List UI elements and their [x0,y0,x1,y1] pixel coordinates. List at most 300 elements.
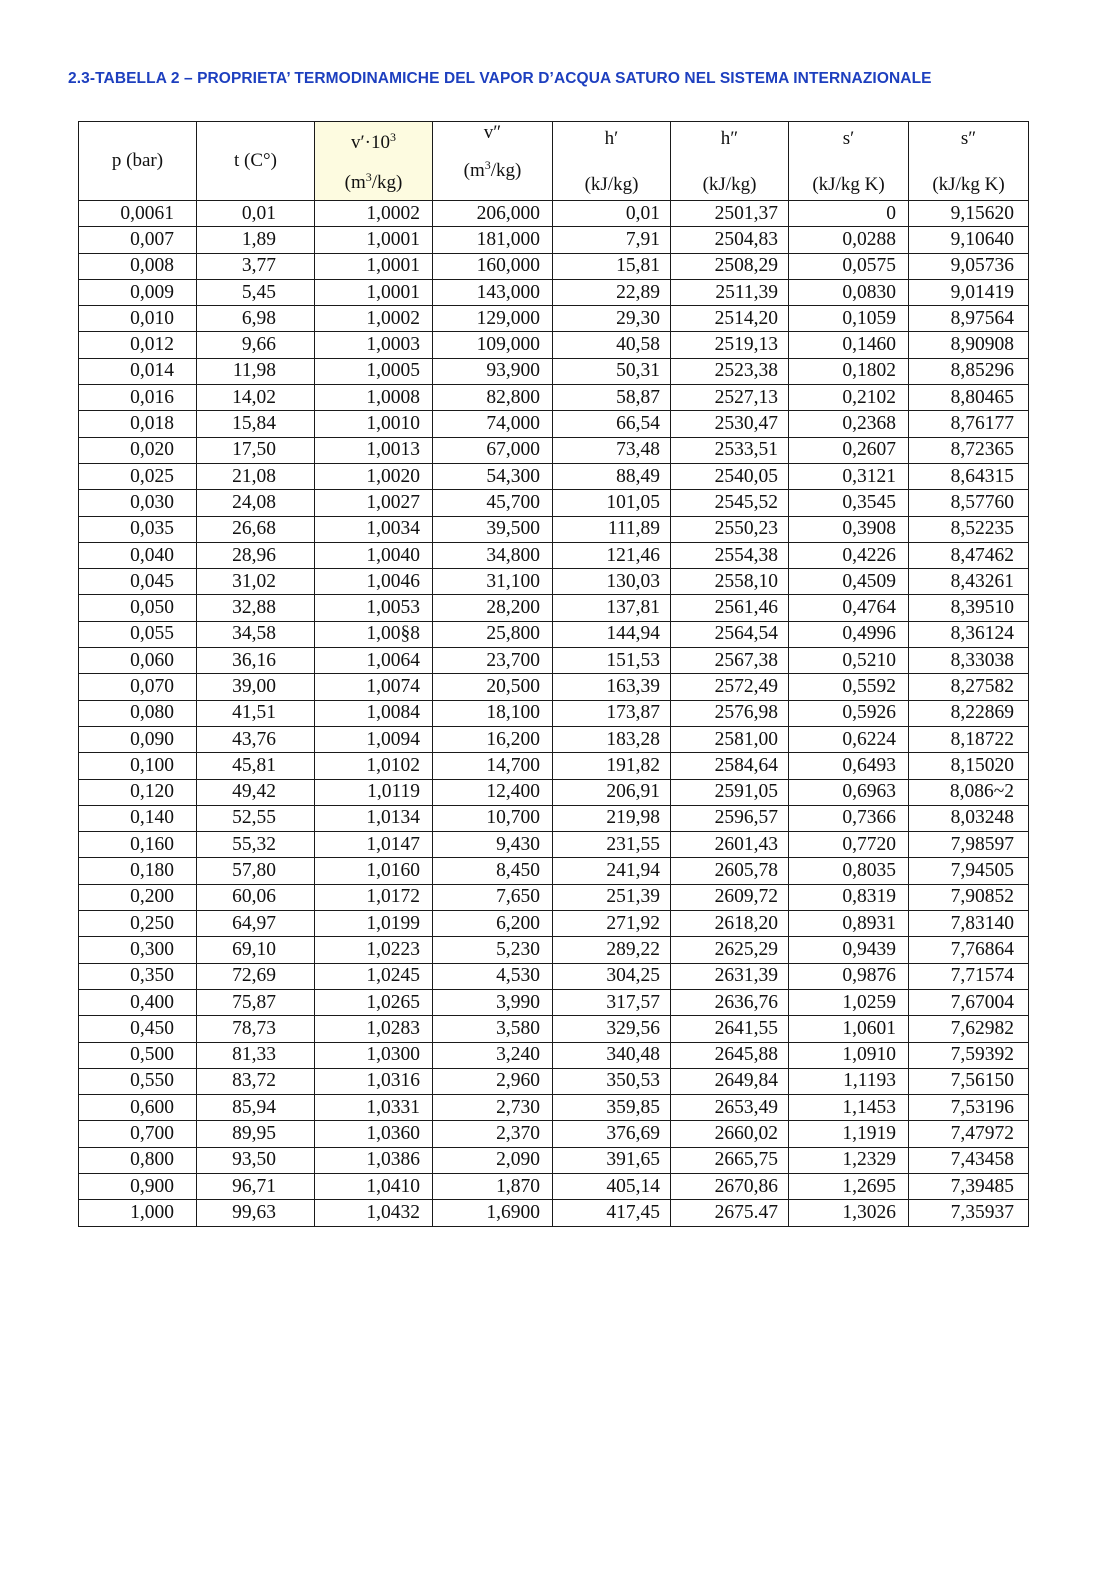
liquid-enthalpy-cell: 163,39 [553,674,671,700]
temperature-cell: 31,02 [197,569,315,595]
liquid-entropy-cell: 0,6493 [789,753,909,779]
vapor-volume-cell: 28,200 [433,595,553,621]
header-vapor-enthalpy [671,122,789,201]
table-row [79,779,1029,805]
vapor-enthalpy-cell: 2660,02 [671,1121,789,1147]
vapor-volume-cell: 181,000 [433,227,553,253]
vapor-enthalpy-cell: 2561,46 [671,595,789,621]
vapor-volume-cell: 39,500 [433,516,553,542]
liquid-enthalpy-cell: 289,22 [553,937,671,963]
temperature-cell: 78,73 [197,1016,315,1042]
liquid-volume-cell: 1,0001 [315,279,433,305]
header-liquid-enthalpy [553,122,671,201]
table-row [79,937,1029,963]
liquid-entropy-cell: 0,3121 [789,463,909,489]
vapor-volume-cell: 7,650 [433,884,553,910]
table-body [79,201,1029,1227]
temperature-cell: 96,71 [197,1173,315,1199]
vapor-enthalpy-cell: 2572,49 [671,674,789,700]
liquid-volume-cell: 1,0172 [315,884,433,910]
table-row [79,911,1029,937]
liquid-entropy-cell: 0,1059 [789,306,909,332]
pressure-cell: 0,090 [79,726,197,752]
header-v1-symbol: v′·10 [351,132,390,153]
temperature-cell: 14,02 [197,385,315,411]
vapor-entropy-cell: 7,67004 [909,989,1029,1015]
liquid-volume-cell: 1,0300 [315,1042,433,1068]
pressure-cell: 0,012 [79,332,197,358]
liquid-entropy-cell: 0,2102 [789,385,909,411]
vapor-enthalpy-cell: 2533,51 [671,437,789,463]
temperature-cell: 64,97 [197,911,315,937]
vapor-enthalpy-cell: 2530,47 [671,411,789,437]
vapor-entropy-cell: 7,43458 [909,1147,1029,1173]
vapor-entropy-cell: 8,72365 [909,437,1029,463]
liquid-enthalpy-cell: 50,31 [553,358,671,384]
vapor-enthalpy-cell: 2670,86 [671,1173,789,1199]
header-pressure-label: p (bar) [111,150,164,171]
vapor-enthalpy-cell: 2501,37 [671,201,789,227]
vapor-entropy-cell: 8,36124 [909,621,1029,647]
temperature-cell: 52,55 [197,805,315,831]
liquid-entropy-cell: 1,2329 [789,1147,909,1173]
vapor-entropy-cell: 8,43261 [909,569,1029,595]
liquid-entropy-cell: 0,8931 [789,911,909,937]
pressure-cell: 0,0061 [79,201,197,227]
vapor-enthalpy-cell: 2591,05 [671,779,789,805]
pressure-cell: 0,009 [79,279,197,305]
liquid-enthalpy-cell: 417,45 [553,1200,671,1226]
temperature-cell: 93,50 [197,1147,315,1173]
table-row [79,753,1029,779]
liquid-entropy-cell: 0,3908 [789,516,909,542]
table-row [79,1173,1029,1199]
vapor-enthalpy-cell: 2511,39 [671,279,789,305]
liquid-enthalpy-cell: 359,85 [553,1095,671,1121]
liquid-enthalpy-cell: 29,30 [553,306,671,332]
pressure-cell: 0,200 [79,884,197,910]
table-row [79,963,1029,989]
pressure-cell: 0,180 [79,858,197,884]
vapor-volume-cell: 109,000 [433,332,553,358]
liquid-volume-cell: 1,0094 [315,726,433,752]
table-row [79,1042,1029,1068]
liquid-entropy-cell: 0,0575 [789,253,909,279]
vapor-enthalpy-cell: 2550,23 [671,516,789,542]
vapor-enthalpy-cell: 2576,98 [671,700,789,726]
header-v2-unit-a: (m [463,160,485,181]
header-v2-unit-b: /kg) [490,160,522,181]
header-vapor-specific-volume [433,122,553,201]
table-row [79,201,1029,227]
pressure-cell: 0,045 [79,569,197,595]
liquid-volume-cell: 1,0001 [315,253,433,279]
vapor-entropy-cell: 7,56150 [909,1068,1029,1094]
vapor-entropy-cell: 8,85296 [909,358,1029,384]
header-s1-unit: (kJ/kg K) [812,174,885,195]
temperature-cell: 3,77 [197,253,315,279]
vapor-enthalpy-cell: 2636,76 [671,989,789,1015]
liquid-entropy-cell: 0,2607 [789,437,909,463]
table-row [79,674,1029,700]
vapor-enthalpy-cell: 2631,39 [671,963,789,989]
temperature-cell: 69,10 [197,937,315,963]
liquid-volume-cell: 1,0331 [315,1095,433,1121]
vapor-entropy-cell: 7,39485 [909,1173,1029,1199]
liquid-entropy-cell: 0,2368 [789,411,909,437]
pressure-cell: 0,080 [79,700,197,726]
liquid-entropy-cell: 0,7366 [789,805,909,831]
header-v1-unit-a: (m [344,172,366,193]
liquid-enthalpy-cell: 66,54 [553,411,671,437]
liquid-enthalpy-cell: 183,28 [553,726,671,752]
liquid-volume-cell: 1,0223 [315,937,433,963]
liquid-entropy-cell: 0,9876 [789,963,909,989]
table-row [79,648,1029,674]
vapor-volume-cell: 74,000 [433,411,553,437]
vapor-entropy-cell: 9,10640 [909,227,1029,253]
liquid-enthalpy-cell: 191,82 [553,753,671,779]
header-pressure [79,122,197,201]
liquid-volume-cell: 1,0027 [315,490,433,516]
pressure-cell: 0,040 [79,542,197,568]
liquid-enthalpy-cell: 304,25 [553,963,671,989]
header-liquid-specific-volume [315,122,433,201]
temperature-cell: 28,96 [197,542,315,568]
pressure-cell: 0,400 [79,989,197,1015]
table-row [79,227,1029,253]
liquid-entropy-cell: 0,5210 [789,648,909,674]
vapor-volume-cell: 20,500 [433,674,553,700]
liquid-volume-cell: 1,0410 [315,1173,433,1199]
vapor-volume-cell: 2,090 [433,1147,553,1173]
vapor-volume-cell: 143,000 [433,279,553,305]
table-row [79,385,1029,411]
table-row [79,306,1029,332]
vapor-enthalpy-cell: 2504,83 [671,227,789,253]
table-row [79,1016,1029,1042]
liquid-volume-cell: 1,0283 [315,1016,433,1042]
liquid-volume-cell: 1,0160 [315,858,433,884]
table-row [79,516,1029,542]
vapor-volume-cell: 67,000 [433,437,553,463]
table-row [79,1200,1029,1226]
liquid-volume-cell: 1,0074 [315,674,433,700]
table-row [79,1068,1029,1094]
vapor-entropy-cell: 8,27582 [909,674,1029,700]
table-row [79,569,1029,595]
liquid-entropy-cell: 1,3026 [789,1200,909,1226]
vapor-entropy-cell: 8,76177 [909,411,1029,437]
liquid-entropy-cell: 0,6963 [789,779,909,805]
liquid-enthalpy-cell: 22,89 [553,279,671,305]
pressure-cell: 0,600 [79,1095,197,1121]
liquid-volume-cell: 1,0002 [315,306,433,332]
vapor-volume-cell: 3,990 [433,989,553,1015]
liquid-enthalpy-cell: 111,89 [553,516,671,542]
table-row [79,989,1029,1015]
vapor-volume-cell: 34,800 [433,542,553,568]
pressure-cell: 0,050 [79,595,197,621]
liquid-entropy-cell: 0,9439 [789,937,909,963]
liquid-enthalpy-cell: 58,87 [553,385,671,411]
vapor-entropy-cell: 8,80465 [909,385,1029,411]
vapor-entropy-cell: 8,39510 [909,595,1029,621]
pressure-cell: 0,020 [79,437,197,463]
table-row [79,832,1029,858]
liquid-enthalpy-cell: 137,81 [553,595,671,621]
vapor-enthalpy-cell: 2584,64 [671,753,789,779]
header-v1-unit-b: /kg) [371,172,403,193]
liquid-enthalpy-cell: 144,94 [553,621,671,647]
table-row [79,490,1029,516]
liquid-volume-cell: 1,0040 [315,542,433,568]
liquid-enthalpy-cell: 40,58 [553,332,671,358]
header-h1-unit: (kJ/kg) [584,174,639,195]
vapor-entropy-cell: 8,57760 [909,490,1029,516]
liquid-enthalpy-cell: 317,57 [553,989,671,1015]
vapor-entropy-cell: 9,01419 [909,279,1029,305]
pressure-cell: 0,060 [79,648,197,674]
liquid-entropy-cell: 0,4764 [789,595,909,621]
liquid-volume-cell: 1,0386 [315,1147,433,1173]
vapor-enthalpy-cell: 2653,49 [671,1095,789,1121]
temperature-cell: 1,89 [197,227,315,253]
vapor-entropy-cell: 8,47462 [909,542,1029,568]
liquid-enthalpy-cell: 151,53 [553,648,671,674]
vapor-volume-cell: 2,370 [433,1121,553,1147]
liquid-volume-cell: 1,0053 [315,595,433,621]
pressure-cell: 0,120 [79,779,197,805]
liquid-volume-cell: 1,0064 [315,648,433,674]
liquid-enthalpy-cell: 0,01 [553,201,671,227]
liquid-entropy-cell: 0,8319 [789,884,909,910]
vapor-volume-cell: 4,530 [433,963,553,989]
pressure-cell: 0,035 [79,516,197,542]
liquid-entropy-cell: 0,6224 [789,726,909,752]
vapor-volume-cell: 1,6900 [433,1200,553,1226]
vapor-volume-cell: 16,200 [433,726,553,752]
vapor-entropy-cell: 7,35937 [909,1200,1029,1226]
temperature-cell: 15,84 [197,411,315,437]
vapor-enthalpy-cell: 2554,38 [671,542,789,568]
pressure-cell: 1,000 [79,1200,197,1226]
liquid-volume-cell: 1,00§8 [315,621,433,647]
vapor-volume-cell: 206,000 [433,201,553,227]
temperature-cell: 32,88 [197,595,315,621]
vapor-entropy-cell: 9,15620 [909,201,1029,227]
pressure-cell: 0,500 [79,1042,197,1068]
pressure-cell: 0,100 [79,753,197,779]
liquid-entropy-cell: 1,0259 [789,989,909,1015]
vapor-volume-cell: 23,700 [433,648,553,674]
liquid-entropy-cell: 1,2695 [789,1173,909,1199]
pressure-cell: 0,016 [79,385,197,411]
liquid-entropy-cell: 0,1802 [789,358,909,384]
temperature-cell: 6,98 [197,306,315,332]
vapor-enthalpy-cell: 2609,72 [671,884,789,910]
table-row [79,700,1029,726]
vapor-volume-cell: 9,430 [433,832,553,858]
liquid-enthalpy-cell: 88,49 [553,463,671,489]
vapor-entropy-cell: 7,98597 [909,832,1029,858]
liquid-enthalpy-cell: 7,91 [553,227,671,253]
liquid-entropy-cell: 0,4996 [789,621,909,647]
vapor-entropy-cell: 7,76864 [909,937,1029,963]
vapor-enthalpy-cell: 2641,55 [671,1016,789,1042]
liquid-volume-cell: 1,0316 [315,1068,433,1094]
vapor-entropy-cell: 8,97564 [909,306,1029,332]
vapor-entropy-cell: 7,83140 [909,911,1029,937]
vapor-volume-cell: 3,240 [433,1042,553,1068]
header-temperature-label: t (C°) [234,150,277,171]
temperature-cell: 34,58 [197,621,315,647]
liquid-entropy-cell: 1,1193 [789,1068,909,1094]
liquid-entropy-cell: 0,5592 [789,674,909,700]
liquid-enthalpy-cell: 15,81 [553,253,671,279]
header-v1-exponent: 3 [389,130,396,144]
liquid-volume-cell: 1,0265 [315,989,433,1015]
liquid-enthalpy-cell: 329,56 [553,1016,671,1042]
vapor-enthalpy-cell: 2564,54 [671,621,789,647]
vapor-enthalpy-cell: 2567,38 [671,648,789,674]
vapor-entropy-cell: 7,59392 [909,1042,1029,1068]
pressure-cell: 0,055 [79,621,197,647]
liquid-volume-cell: 1,0034 [315,516,433,542]
liquid-volume-cell: 1,0102 [315,753,433,779]
header-v1-unit-exponent: 3 [365,170,372,184]
temperature-cell: 60,06 [197,884,315,910]
liquid-entropy-cell: 1,1919 [789,1121,909,1147]
header-s1-symbol: s′ [842,128,855,149]
vapor-entropy-cell: 8,22869 [909,700,1029,726]
liquid-entropy-cell: 0,0830 [789,279,909,305]
vapor-enthalpy-cell: 2523,38 [671,358,789,384]
header-temperature [197,122,315,201]
liquid-volume-cell: 1,0199 [315,911,433,937]
vapor-volume-cell: 18,100 [433,700,553,726]
liquid-volume-cell: 1,0432 [315,1200,433,1226]
pressure-cell: 0,900 [79,1173,197,1199]
header-vapor-entropy [909,122,1029,201]
liquid-volume-cell: 1,0010 [315,411,433,437]
temperature-cell: 57,80 [197,858,315,884]
vapor-entropy-cell: 7,94505 [909,858,1029,884]
liquid-enthalpy-cell: 391,65 [553,1147,671,1173]
vapor-entropy-cell: 8,15020 [909,753,1029,779]
vapor-volume-cell: 14,700 [433,753,553,779]
liquid-enthalpy-cell: 173,87 [553,700,671,726]
header-v2-unit-exponent: 3 [484,158,491,172]
table-row [79,437,1029,463]
temperature-cell: 26,68 [197,516,315,542]
vapor-volume-cell: 6,200 [433,911,553,937]
table-row [79,595,1029,621]
vapor-enthalpy-cell: 2649,84 [671,1068,789,1094]
temperature-cell: 89,95 [197,1121,315,1147]
liquid-entropy-cell: 1,0910 [789,1042,909,1068]
temperature-cell: 41,51 [197,700,315,726]
temperature-cell: 72,69 [197,963,315,989]
vapor-volume-cell: 31,100 [433,569,553,595]
vapor-enthalpy-cell: 2675.47 [671,1200,789,1226]
liquid-volume-cell: 1,0008 [315,385,433,411]
vapor-enthalpy-cell: 2581,00 [671,726,789,752]
pressure-cell: 0,550 [79,1068,197,1094]
temperature-cell: 75,87 [197,989,315,1015]
pressure-cell: 0,025 [79,463,197,489]
liquid-entropy-cell: 0,0288 [789,227,909,253]
pressure-cell: 0,700 [79,1121,197,1147]
liquid-enthalpy-cell: 340,48 [553,1042,671,1068]
table-header-row [79,122,1029,201]
vapor-entropy-cell: 8,64315 [909,463,1029,489]
pressure-cell: 0,250 [79,911,197,937]
vapor-volume-cell: 8,450 [433,858,553,884]
liquid-volume-cell: 1,0002 [315,201,433,227]
vapor-volume-cell: 93,900 [433,358,553,384]
liquid-volume-cell: 1,0119 [315,779,433,805]
table-row [79,542,1029,568]
vapor-enthalpy-cell: 2665,75 [671,1147,789,1173]
pressure-cell: 0,450 [79,1016,197,1042]
pressure-cell: 0,070 [79,674,197,700]
liquid-entropy-cell: 0,4509 [789,569,909,595]
table-row [79,253,1029,279]
vapor-volume-cell: 160,000 [433,253,553,279]
vapor-volume-cell: 82,800 [433,385,553,411]
vapor-volume-cell: 3,580 [433,1016,553,1042]
liquid-entropy-cell: 0,4226 [789,542,909,568]
header-s2-unit: (kJ/kg K) [932,174,1005,195]
table-row [79,332,1029,358]
table-row [79,726,1029,752]
vapor-enthalpy-cell: 2596,57 [671,805,789,831]
pressure-cell: 0,007 [79,227,197,253]
vapor-entropy-cell: 7,53196 [909,1095,1029,1121]
temperature-cell: 45,81 [197,753,315,779]
liquid-volume-cell: 1,0001 [315,227,433,253]
vapor-enthalpy-cell: 2545,52 [671,490,789,516]
liquid-volume-cell: 1,0360 [315,1121,433,1147]
vapor-enthalpy-cell: 2527,13 [671,385,789,411]
liquid-entropy-cell: 0,7720 [789,832,909,858]
vapor-enthalpy-cell: 2519,13 [671,332,789,358]
pressure-cell: 0,018 [79,411,197,437]
temperature-cell: 55,32 [197,832,315,858]
temperature-cell: 21,08 [197,463,315,489]
page-title: 2.3-TABELLA 2 – PROPRIETA’ TERMODINAMICHE DEL VAPOR D’ACQUA SATURO NEL SISTEMA INTERNAZIONALE [68,70,932,87]
liquid-enthalpy-cell: 271,92 [553,911,671,937]
pressure-cell: 0,008 [79,253,197,279]
temperature-cell: 5,45 [197,279,315,305]
liquid-enthalpy-cell: 376,69 [553,1121,671,1147]
liquid-volume-cell: 1,0084 [315,700,433,726]
vapor-enthalpy-cell: 2558,10 [671,569,789,595]
vapor-volume-cell: 2,960 [433,1068,553,1094]
vapor-entropy-cell: 8,03248 [909,805,1029,831]
pressure-cell: 0,014 [79,358,197,384]
vapor-entropy-cell: 9,05736 [909,253,1029,279]
vapor-entropy-cell: 8,52235 [909,516,1029,542]
liquid-volume-cell: 1,0245 [315,963,433,989]
header-h1-symbol: h′ [604,128,619,149]
vapor-volume-cell: 1,870 [433,1173,553,1199]
vapor-entropy-cell: 8,086~2 [909,779,1029,805]
table-row [79,621,1029,647]
liquid-entropy-cell: 1,1453 [789,1095,909,1121]
vapor-entropy-cell: 7,71574 [909,963,1029,989]
